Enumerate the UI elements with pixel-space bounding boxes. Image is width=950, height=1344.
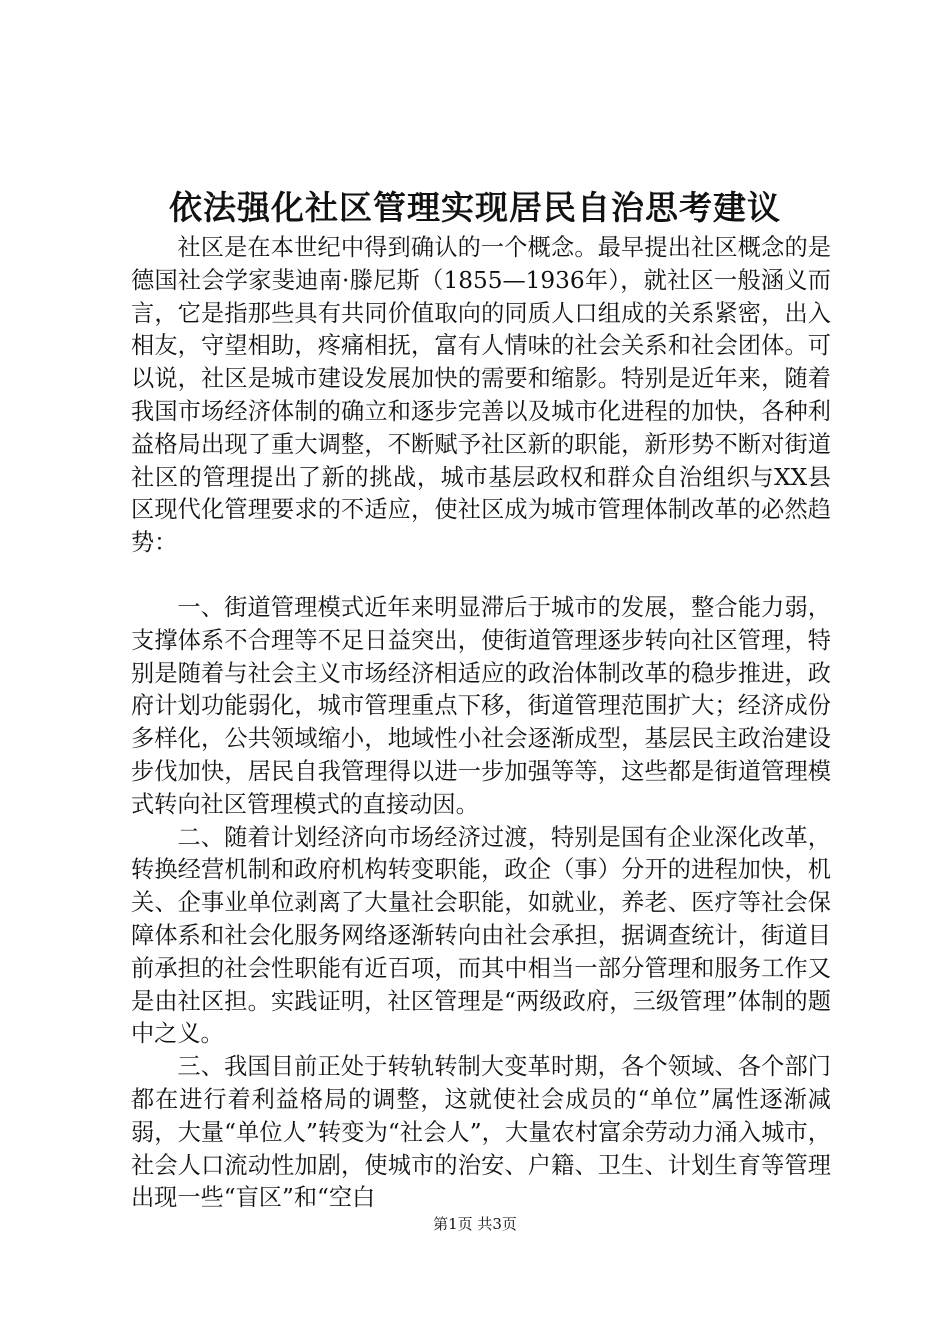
- document-title: 依法强化社区管理实现居民自治思考建议: [169, 188, 781, 227]
- paragraph-three: 三、我国目前正处于转轨转制大变革时期，各个领域、各个部门都在进行着利益格局的调整，这就使社会成员的“单位”属性逐渐减弱，大量“单位人”转变为“社会人”，大量农村富余劳动力涌入城市，社会人口流动性加剧，使城市的治安、户籍、卫生、计划生育等管理出现一些“盲区”和“空白: [131, 1053, 831, 1212]
- page-number: 第1页 共3页: [433, 1215, 517, 1233]
- intro-paragraph: 社区是在本世纪中得到确认的一个概念。最早提出社区概念的是德国社会学家斐迪南·滕尼斯（1855—1936年），就社区一般涵义而言，它是指那些具有共同价值取向的同质人口组成的关系紧密，出入相友，守望相助，疼痛相抚，富有人情味的社会关系和社会团体。可以说，社区是城市建设发展加快的需要和缩影。特别是近年来，随着我国市场经济体制的确立和逐步完善以及城市化进程的加快，各种利益格局出现了重大调整，不断赋予社区新的职能，新形势不断对街道社区的管理提出了新的挑战，城市基层政权和群众自治组织与XX县区现代化管理要求的不适应，使社区成为城市管理体制改革的必然趋势：: [131, 234, 831, 557]
- paragraph-two: 二、随着计划经济向市场经济过渡，特别是国有企业深化改革，转换经营机制和政府机构转变职能，政企（事）分开的进程加快，机关、企事业单位剥离了大量社会职能，如就业，养老、医疗等社会保障体系和社会化服务网络逐渐转向由社会承担，据调查统计，街道目前承担的社会性职能有近百项，而其中相当一部分管理和服务工作又是由社区担。实践证明，社区管理是“两级政府，三级管理”体制的题中之义。: [131, 823, 831, 1048]
- paragraph-one: 一、街道管理模式近年来明显滞后于城市的发展，整合能力弱，支撑体系不合理等不足日益突出，使街道管理逐步转向社区管理，特别是随着与社会主义市场经济相适应的政治体制改革的稳步推进，政府计划功能弱化，城市管理重点下移，街道管理范围扩大；经济成份多样化，公共领域缩小，地域性小社会逐渐成型，基层民主政治建设步伐加快，居民自我管理得以进一步加强等等，这些都是街道管理模式转向社区管理模式的直接动因。: [131, 593, 831, 818]
- document-body: [131, 232, 831, 1215]
